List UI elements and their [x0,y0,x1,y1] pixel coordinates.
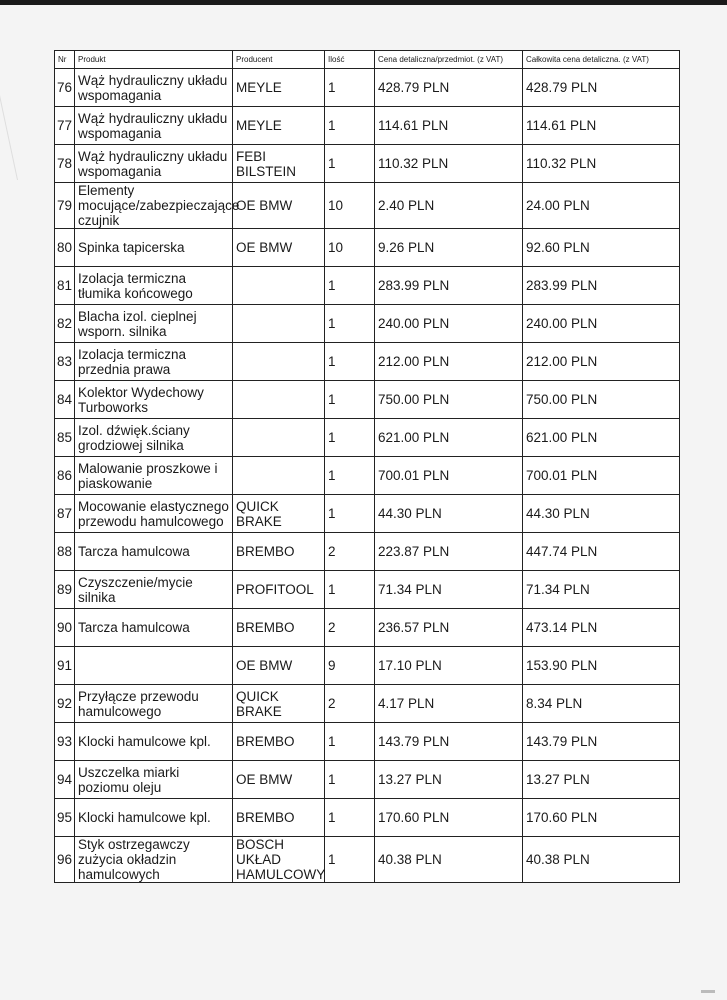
table-row [55,381,680,419]
table-row [55,685,680,723]
cell-total-price: 447.74 PLN [523,533,680,571]
cell-quantity: 1 [325,457,375,495]
cell-quantity: 1 [325,571,375,609]
cell-total-price: 40.38 PLN [523,837,680,883]
cell-producer: BREMBO [233,799,325,837]
cell-total-price: 92.60 PLN [523,229,680,267]
cell-total-price: 110.32 PLN [523,145,680,183]
table-row [55,571,680,609]
cell-producer [233,457,325,495]
cell-quantity: 2 [325,533,375,571]
header-product: Produkt [75,51,233,69]
cell-total-price: 114.61 PLN [523,107,680,145]
cell-unit-price: 621.00 PLN [375,419,523,457]
cell-unit-price: 40.38 PLN [375,837,523,883]
cell-quantity: 2 [325,609,375,647]
cell-nr: 87 [55,495,75,533]
cell-producer: OE BMW [233,647,325,685]
cell-unit-price: 236.57 PLN [375,609,523,647]
cell-total-price: 8.34 PLN [523,685,680,723]
cell-product: Wąż hydrauliczny układu wspomagania [75,69,233,107]
cell-product: Czyszczenie/mycie silnika [75,571,233,609]
cell-unit-price: 114.61 PLN [375,107,523,145]
table-header-row [55,51,680,69]
cell-quantity: 1 [325,145,375,183]
cell-nr: 85 [55,419,75,457]
cell-unit-price: 143.79 PLN [375,723,523,761]
cell-total-price: 700.01 PLN [523,457,680,495]
header-producer: Producent [233,51,325,69]
cell-quantity: 1 [325,69,375,107]
cell-producer [233,419,325,457]
table-row [55,533,680,571]
cell-producer: MEYLE [233,107,325,145]
cell-total-price: 24.00 PLN [523,183,680,229]
cell-total-price: 212.00 PLN [523,343,680,381]
cell-unit-price: 428.79 PLN [375,69,523,107]
cell-nr: 81 [55,267,75,305]
table-row [55,267,680,305]
cell-unit-price: 17.10 PLN [375,647,523,685]
cell-product: Izolacja termiczna tłumika końcowego [75,267,233,305]
cell-producer: FEBI BILSTEIN [233,145,325,183]
cell-unit-price: 750.00 PLN [375,381,523,419]
cell-unit-price: 283.99 PLN [375,267,523,305]
cell-product [75,647,233,685]
cell-unit-price: 13.27 PLN [375,761,523,799]
cell-total-price: 621.00 PLN [523,419,680,457]
table-row [55,837,680,883]
cell-producer [233,305,325,343]
cell-total-price: 240.00 PLN [523,305,680,343]
cell-nr: 84 [55,381,75,419]
cell-total-price: 13.27 PLN [523,761,680,799]
cell-producer: BREMBO [233,609,325,647]
cell-product: Mocowanie elastycznego przewodu hamulcowego [75,495,233,533]
cell-producer [233,267,325,305]
cell-nr: 94 [55,761,75,799]
cell-nr: 88 [55,533,75,571]
cell-quantity: 10 [325,229,375,267]
scan-top-edge [0,0,727,5]
table-row [55,799,680,837]
cell-unit-price: 700.01 PLN [375,457,523,495]
cell-nr: 86 [55,457,75,495]
cell-total-price: 473.14 PLN [523,609,680,647]
cell-producer: OE BMW [233,761,325,799]
cell-product: Izolacja termiczna przednia prawa [75,343,233,381]
cell-producer: QUICK BRAKE [233,685,325,723]
cell-quantity: 1 [325,761,375,799]
header-nr: Nr [55,51,75,69]
cell-nr: 93 [55,723,75,761]
table-row [55,647,680,685]
table-row [55,419,680,457]
cell-quantity: 2 [325,685,375,723]
cell-product: Przyłącze przewodu hamulcowego [75,685,233,723]
cell-nr: 89 [55,571,75,609]
cell-quantity: 1 [325,419,375,457]
cell-total-price: 283.99 PLN [523,267,680,305]
cell-producer: OE BMW [233,229,325,267]
cell-nr: 76 [55,69,75,107]
table-row [55,305,680,343]
header-total-price: Całkowita cena detaliczna. (z VAT) [523,51,680,69]
cell-product: Uszczelka miarki poziomu oleju [75,761,233,799]
cell-quantity: 9 [325,647,375,685]
cell-nr: 95 [55,799,75,837]
cell-producer: MEYLE [233,69,325,107]
cell-product: Elementy mocujące/zabezpieczające czujnik [75,183,233,229]
cell-nr: 91 [55,647,75,685]
cell-producer: BREMBO [233,723,325,761]
cell-unit-price: 4.17 PLN [375,685,523,723]
cell-product: Wąż hydrauliczny układu wspomagania [75,107,233,145]
table-row [55,107,680,145]
table-row [55,183,680,229]
cell-quantity: 1 [325,837,375,883]
cell-product: Styk ostrzegawczy zużycia okładzin hamulcowych [75,837,233,883]
cell-unit-price: 223.87 PLN [375,533,523,571]
cell-quantity: 1 [325,495,375,533]
table-row [55,457,680,495]
cell-quantity: 1 [325,723,375,761]
cell-unit-price: 110.32 PLN [375,145,523,183]
parts-price-table [54,50,680,883]
cell-total-price: 143.79 PLN [523,723,680,761]
table-row [55,69,680,107]
cell-unit-price: 71.34 PLN [375,571,523,609]
cell-product: Tarcza hamulcowa [75,609,233,647]
table-body [55,69,680,883]
table-row [55,343,680,381]
cell-product: Klocki hamulcowe kpl. [75,723,233,761]
header-unit-price: Cena detaliczna/przedmiot. (z VAT) [375,51,523,69]
cell-quantity: 1 [325,305,375,343]
cell-unit-price: 44.30 PLN [375,495,523,533]
cell-total-price: 71.34 PLN [523,571,680,609]
table-row [55,723,680,761]
cell-nr: 79 [55,183,75,229]
cell-nr: 82 [55,305,75,343]
cell-producer: QUICK BRAKE [233,495,325,533]
cell-total-price: 750.00 PLN [523,381,680,419]
cell-product: Kolektor Wydechowy Turboworks [75,381,233,419]
cell-total-price: 170.60 PLN [523,799,680,837]
table-row [55,609,680,647]
cell-producer [233,343,325,381]
cell-unit-price: 9.26 PLN [375,229,523,267]
cell-unit-price: 2.40 PLN [375,183,523,229]
cell-product: Tarcza hamulcowa [75,533,233,571]
cell-unit-price: 170.60 PLN [375,799,523,837]
cell-total-price: 153.90 PLN [523,647,680,685]
cell-unit-price: 212.00 PLN [375,343,523,381]
header-quantity: Ilość [325,51,375,69]
cell-nr: 77 [55,107,75,145]
cell-nr: 96 [55,837,75,883]
table-row [55,761,680,799]
cell-unit-price: 240.00 PLN [375,305,523,343]
cell-quantity: 1 [325,381,375,419]
cell-product: Wąż hydrauliczny układu wspomagania [75,145,233,183]
page-corner-mark [701,990,715,993]
cell-producer: OE BMW [233,183,325,229]
cell-quantity: 1 [325,267,375,305]
cell-product: Izol. dźwięk.ściany grodziowej silnika [75,419,233,457]
cell-quantity: 1 [325,107,375,145]
cell-producer: BOSCH UKŁAD HAMULCOWY [233,837,325,883]
cell-product: Klocki hamulcowe kpl. [75,799,233,837]
cell-producer [233,381,325,419]
cell-nr: 92 [55,685,75,723]
cell-nr: 83 [55,343,75,381]
cell-nr: 80 [55,229,75,267]
table-row [55,145,680,183]
cell-quantity: 10 [325,183,375,229]
cell-nr: 90 [55,609,75,647]
cell-product: Blacha izol. cieplnej wsporn. silnika [75,305,233,343]
table-row [55,495,680,533]
cell-total-price: 428.79 PLN [523,69,680,107]
cell-product: Spinka tapicerska [75,229,233,267]
cell-producer: BREMBO [233,533,325,571]
cell-nr: 78 [55,145,75,183]
cell-quantity: 1 [325,343,375,381]
table-row [55,229,680,267]
cell-producer: PROFITOOL [233,571,325,609]
cell-product: Malowanie proszkowe i piaskowanie [75,457,233,495]
cell-quantity: 1 [325,799,375,837]
cell-total-price: 44.30 PLN [523,495,680,533]
